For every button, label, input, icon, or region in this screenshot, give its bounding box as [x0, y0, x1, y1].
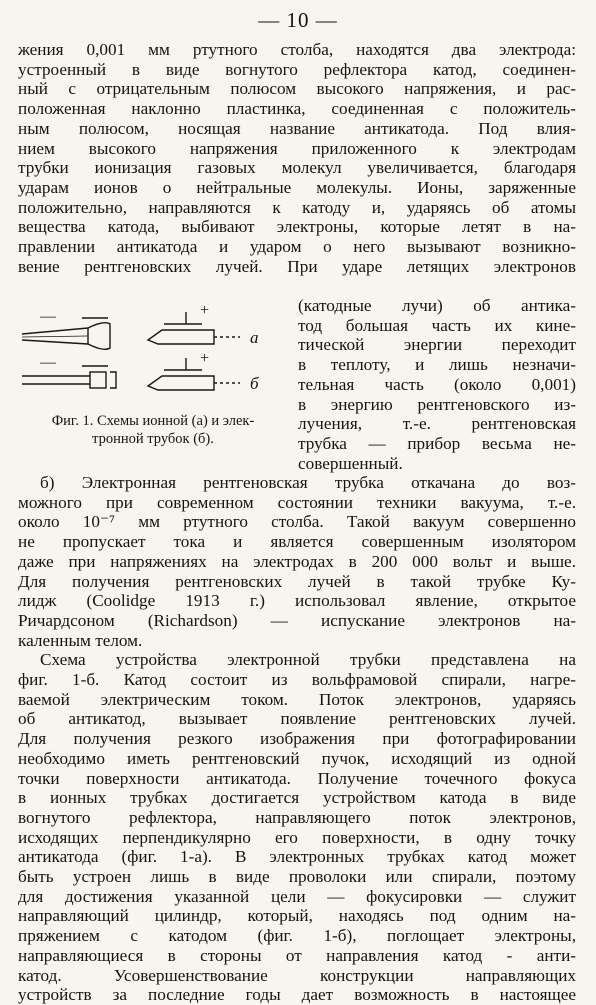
text-line: Схема устройства электронной трубки представлена на — [40, 650, 576, 670]
text-line: Ричардсоном (Richardson) — испускание электронов на- — [18, 610, 576, 630]
text-line: об антикатод, вызывает появление рентгеновских лучей. — [18, 709, 576, 729]
right-text-block — [298, 296, 576, 473]
text-line: трубки ионизация газовых молекул увеличивается, благодаря — [18, 158, 576, 178]
text-line: трубка — прибор весьма не- — [298, 433, 576, 453]
text-line: тической энергии переходит — [298, 335, 576, 355]
text-line: в теплоту, и лишь незначи- — [298, 355, 576, 375]
text-line: каленным телом. — [18, 630, 143, 650]
text-line: катод. Усовершенствование конструкции направляющих — [18, 965, 576, 985]
text-line: исходящих перпендикулярно его поверхности, в одну точку — [18, 827, 576, 847]
text-line: около 10⁻⁷ мм ртутного столба. Такой вакуум совершенно — [18, 512, 576, 532]
text-line: в ионных трубках достигается устройством катода в виде — [18, 788, 576, 808]
text-line: (катодные лучи) об антика- — [298, 296, 576, 315]
text-line: фиг. 1-б. Катод состоит из вольфрамовой спирали, нагре- — [18, 670, 576, 690]
figure-sign-plus-a: + — [200, 302, 210, 319]
text-line: положительно, направляются к катоду и, ударяясь об атомы — [18, 197, 576, 217]
figure-sign-minus-b: — — [40, 354, 56, 371]
text-line: жения 0,001 мм ртутного столба, находятся два электрода: — [18, 40, 576, 59]
text-line: ный с отрицательным полюсом высокого напряжения, и рас- — [18, 79, 576, 99]
text-line: устройств за последние годы дает возможность в настоящее — [18, 985, 576, 1005]
text-line: ным полюсом, носящая название антикатода. Под влия- — [18, 118, 576, 138]
text-line: тод большая часть их кине- — [298, 315, 576, 335]
figure-1 — [18, 304, 286, 454]
text-line: лучения, т.-е. рентгеновская — [298, 414, 576, 434]
text-line: ударам ионов о нейтральные молекулы. Ионы, заряженные — [18, 177, 576, 197]
text-line: вещества катода, выбивают электроны, которые летят в на- — [18, 217, 576, 237]
text-line: лидж (Coolidge 1913 г.) использовал явление, открытое — [18, 591, 576, 611]
text-line: совершенный. — [298, 453, 403, 473]
figure-sign-plus-b: + — [200, 350, 210, 367]
top-text-block — [18, 40, 576, 276]
text-line: можного при современном состоянии техники вакуума, т.-е. — [18, 492, 576, 512]
text-line: направляющиеся в стороны от направления катод - анти- — [18, 945, 576, 965]
tube-schematic — [18, 304, 286, 414]
text-line: б) Электронная рентгеновская трубка откачана до воз- — [40, 473, 576, 492]
text-line: пряжением с катодом (фиг. 1-б), поглощает электроны, — [18, 926, 576, 946]
text-line: вение рентгеновских лучей. При ударе летящих электронов — [18, 256, 576, 276]
text-line: правлении антикатода и ударом о него вызывают возникно- — [18, 237, 576, 257]
text-line: точки поверхности антикатода. Получение точечного фокуса — [18, 768, 576, 788]
text-line: Для получения рентгеновских лучей в такой трубке Ку- — [18, 571, 576, 591]
text-line: направляющий цилиндр, который, находясь под одним на- — [18, 906, 576, 926]
text-line: положенная наклонно пластинка, соединенная с положитель- — [18, 99, 576, 119]
text-line: необходимо иметь рентгеновский пучок, исходящий из одной — [18, 748, 576, 768]
figure-label-a: а — [250, 328, 259, 347]
text-line: антикатода (фиг. 1-а). В электронных трубках катод может — [18, 847, 576, 867]
text-line: вогнутого рефлектора, направляющего поток электронов, — [18, 807, 576, 827]
text-line: Для получения резкого изображения при фотографировании — [18, 729, 576, 749]
bottom-text-block — [18, 473, 576, 1005]
text-line: для достижения указанной цели — фокусировки — служит — [18, 886, 576, 906]
caption-line: тронной трубок (б). — [92, 431, 214, 447]
figure-label-b: б — [250, 374, 259, 393]
caption-line: Фиг. 1. Схемы ионной (а) и элек- — [51, 413, 255, 429]
text-line: тельная часть (около 0,001) — [298, 374, 576, 394]
text-line: даже при напряжениях на электродах в 200 000 вольт и выше. — [18, 551, 576, 571]
figure-caption — [20, 412, 286, 448]
text-line: быть устроен лишь в виде проволоки или спирали, поэтому — [18, 867, 576, 887]
text-line: не пропускает тока и является совершенным изолятором — [18, 532, 576, 552]
text-line: в энергию рентгеновского из- — [298, 394, 576, 414]
text-line: ваемой электрическим током. Поток электронов, ударяясь — [18, 689, 576, 709]
text-line: устроенный в виде вогнутого рефлектора катод, соединен- — [18, 59, 576, 79]
figure-sign-minus-a: — — [40, 308, 56, 325]
text-line: нием высокого напряжения приложенного к электродам — [18, 138, 576, 158]
page-number: — 10 — — [258, 8, 338, 32]
